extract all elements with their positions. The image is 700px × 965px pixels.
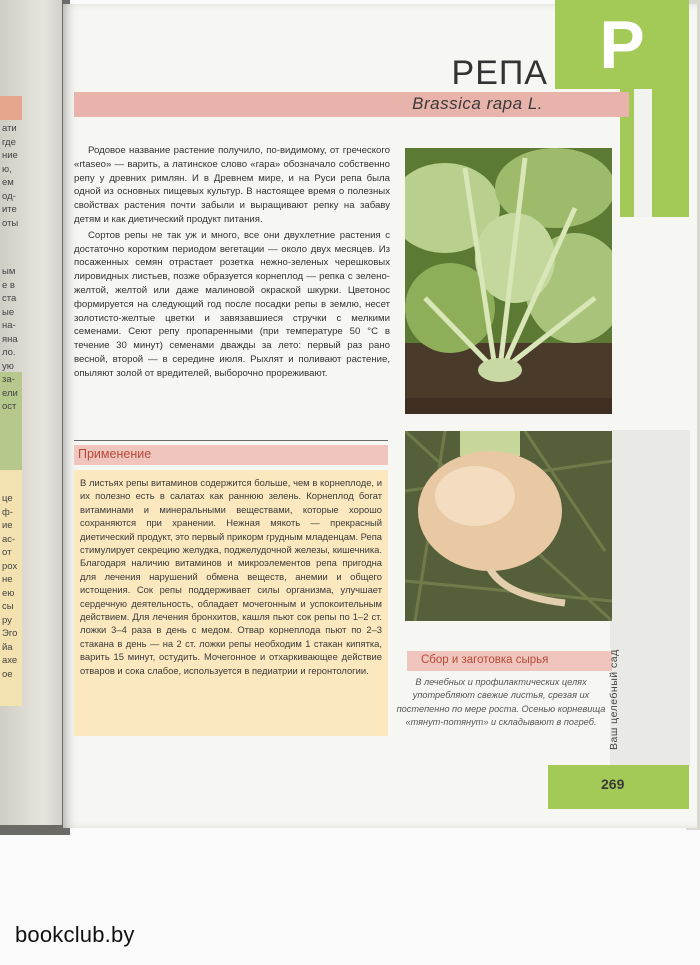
running-head: Ваш целебный сад	[608, 649, 620, 750]
turnip-root-photo	[405, 431, 612, 621]
prev-page-text-top: ати где ние ю, ем од- ите оты	[2, 123, 19, 229]
use-heading: Применение	[78, 447, 152, 461]
letter-tab-letter: Р	[599, 6, 645, 83]
use-box	[74, 470, 388, 736]
strip-gap	[634, 89, 652, 217]
page-title: РЕПА	[451, 54, 548, 92]
section-rule	[74, 440, 388, 441]
prev-page-text-box: це ф- ие ас- от рох не ею сы ру Эго йа ахе ое	[2, 493, 18, 680]
prev-page-pink-stripe	[0, 96, 22, 120]
use-text: В листьях репы витаминов содержится больше, чем в корнеплоде, и их полезно есть в салатах как раннюю зелень. Корнеплод богат витаминами и минеральными веществами, которые хорошо сохраняются при хранении. Нежная мякоть — прекрасный диетический продукт, это первый прикорм грудным младенцам. Репа стимулирует секрецию желудка, поджелудочной железы, кишечника. Благодаря наличию витаминов и микроэлементов репа пригодна для лечения нарушений обмена веществ, анемии и общего истощения. Сок репы поддерживает силы организма, улучшает сердечную деятельность, обладает мочегонным и успокоительным действием. Для лечения бронхитов, кашля пьют сок репы по 1–2 ст. ложки 3–4 раза в день с медом. Отвар корнеплода пьют по 2–3 стакана в день — на 2 ст. ложки репы необходим 1 стакан кипятка, варить 15 минут, остудить. Мочегонное и отхаркивающее действие отваров и сока слабое, используется в педиатрии и геронтологии.	[80, 477, 383, 676]
green-side-strip	[620, 89, 689, 217]
watermark: bookclub.by	[15, 922, 135, 947]
harvest-section-header	[407, 651, 612, 671]
letter-tab	[555, 0, 689, 89]
prev-page-text-middle: ым е в ста ые на- яна ло. ую за- ели ост	[2, 266, 18, 412]
page-number: 269	[601, 776, 625, 792]
intro-paragraph: Родовое название растение получило, по-видимому, от греческого «rtaseo» — варить, а латинское слово «гара» обозначало собственно репу у древних римлян. И в Древнем мире, и на Руси репа была одной из основных пищевых культур. В настоящее время о полезных свойствах растения почти забыли и выращивают репку на забаву детям и как диетический продукт питания.	[74, 145, 390, 225]
harvest-heading: Сбор и заготовка сырья	[421, 654, 549, 666]
turnip-leaves-photo	[405, 148, 612, 414]
harvest-text: В лечебных и профилактических целях употребляют свежие листья, срезая их постепенно по мере роста. Осенью корневища «тянут-потянут» и складывают в погреб.	[396, 677, 606, 728]
latin-name: Brassica rapa L.	[412, 94, 543, 113]
previous-page-edge	[0, 0, 62, 825]
intro-text	[74, 144, 390, 383]
use-section-header	[74, 445, 388, 465]
intro-paragraph: Сортов репы не так уж и много, все они двухлетние растения с достаточно коротким периодом вегетации — около двух месяцев. Из посаженных семян отрастает розетка нежно-зеленых черешковых лировидных листьев, позже образуется корнеплод — репка с зелено-желтой, желтой или даже малиновой окраской шкурки. Цветонос формируется на следующий год после посадки репы в землю, несет золотисто-желтые цветки и завязавшиеся стручки с мелкими семенами. Сеют репу пропаренными (при температуре 50 °С в течение 30 минут) семенами дважды за лето: первый раз рано весной, второй — в середине июля. Рыхлят и поливают растение, опыляют золой от вредителей, выборочно прореживают.	[74, 229, 390, 379]
